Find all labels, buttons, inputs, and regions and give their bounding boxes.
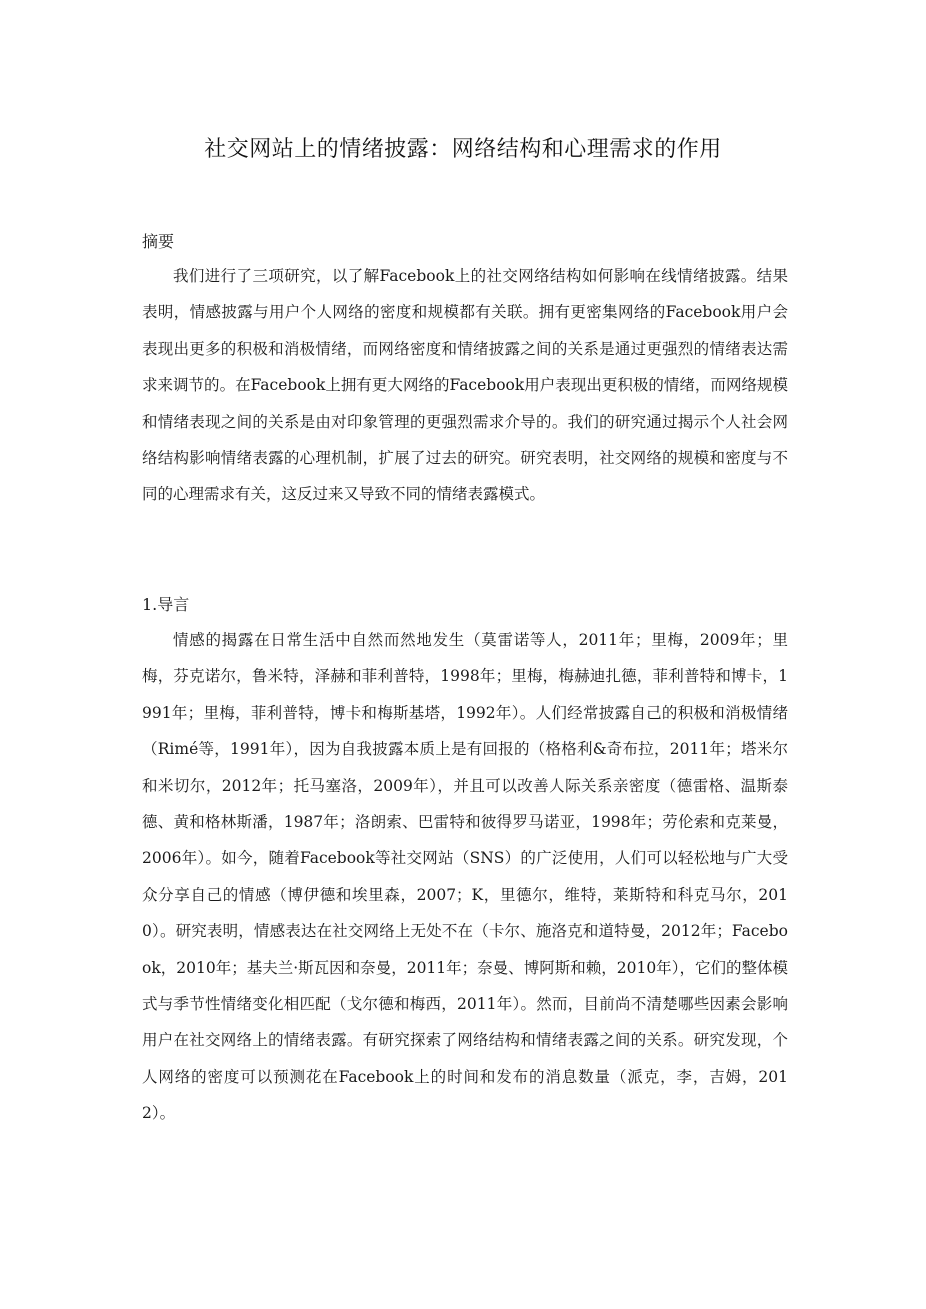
paper-title: 社交网站上的情绪披露：网络结构和心理需求的作用: [204, 137, 722, 162]
abstract-heading: 摘要: [142, 232, 175, 251]
introduction-paragraph: 情感的揭露在日常生活中自然而然地发生（莫雷诺等人，2011年；里梅，2009年；里梅，芬克诺尔，鲁米特，泽赫和菲利普特，1998年；里梅，梅赫迪扎德，菲利普特和博卡，1991年；里梅，菲利普特，博卡和梅斯基塔，1992年）。人们经常披露自己的积极和消极情绪（Rimé等，1991年），因为自我披露本质上是有回报的（格格利&奇布拉，2011年；塔米尔和米切尔，2012年；托马塞洛，2009年），并且可以改善人际关系亲密度（德雷格、温斯泰德、黄和格林斯潘，1987年；洛朗索、巴雷特和彼得罗马诺亚，1998年；劳伦索和克莱曼，2006年）。如今，随着Facebook等社交网站（SNS）的广泛使用，人们可以轻松地与广大受众分享自己的情感（博伊德和埃里森，2007；K，里德尔，维特，莱斯特和科克马尔，2010）。研究表明，情感表达在社交网络上无处不在（卡尔、施洛克和道特曼，2012年；Facebook，2010年；基夫兰·斯瓦因和奈曼，2011年；奈曼、博阿斯和赖，2010年），它们的整体模式与季节性情绪变化相匹配（戈尔德和梅西，2011年）。然而，目前尚不清楚哪些因素会影响用户在社交网络上的情绪表露。有研究探索了网络结构和情绪表露之间的关系。研究发现，个人网络的密度可以预测花在Facebook上的时间和发布的消息数量（派克，李，吉姆，2012）。: [142, 631, 788, 1123]
introduction-heading: 1.导言: [142, 595, 190, 614]
abstract-paragraph: 我们进行了三项研究，以了解Facebook上的社交网络结构如何影响在线情绪披露。结果表明，情感披露与用户个人网络的密度和规模都有关联。拥有更密集网络的Facebook用户会表现出更多的积极和消极情绪，而网络密度和情绪披露之间的关系是通过更强烈的情绪表达需求来调节的。在Facebook上拥有更大网络的Facebook用户表现出更积极的情绪，而网络规模和情绪表现之间的关系是由对印象管理的更强烈需求介导的。我们的研究通过揭示个人社会网络结构影响情绪表露的心理机制，扩展了过去的研究。研究表明，社交网络的规模和密度与不同的心理需求有关，这反过来又导致不同的情绪表露模式。: [142, 267, 788, 504]
